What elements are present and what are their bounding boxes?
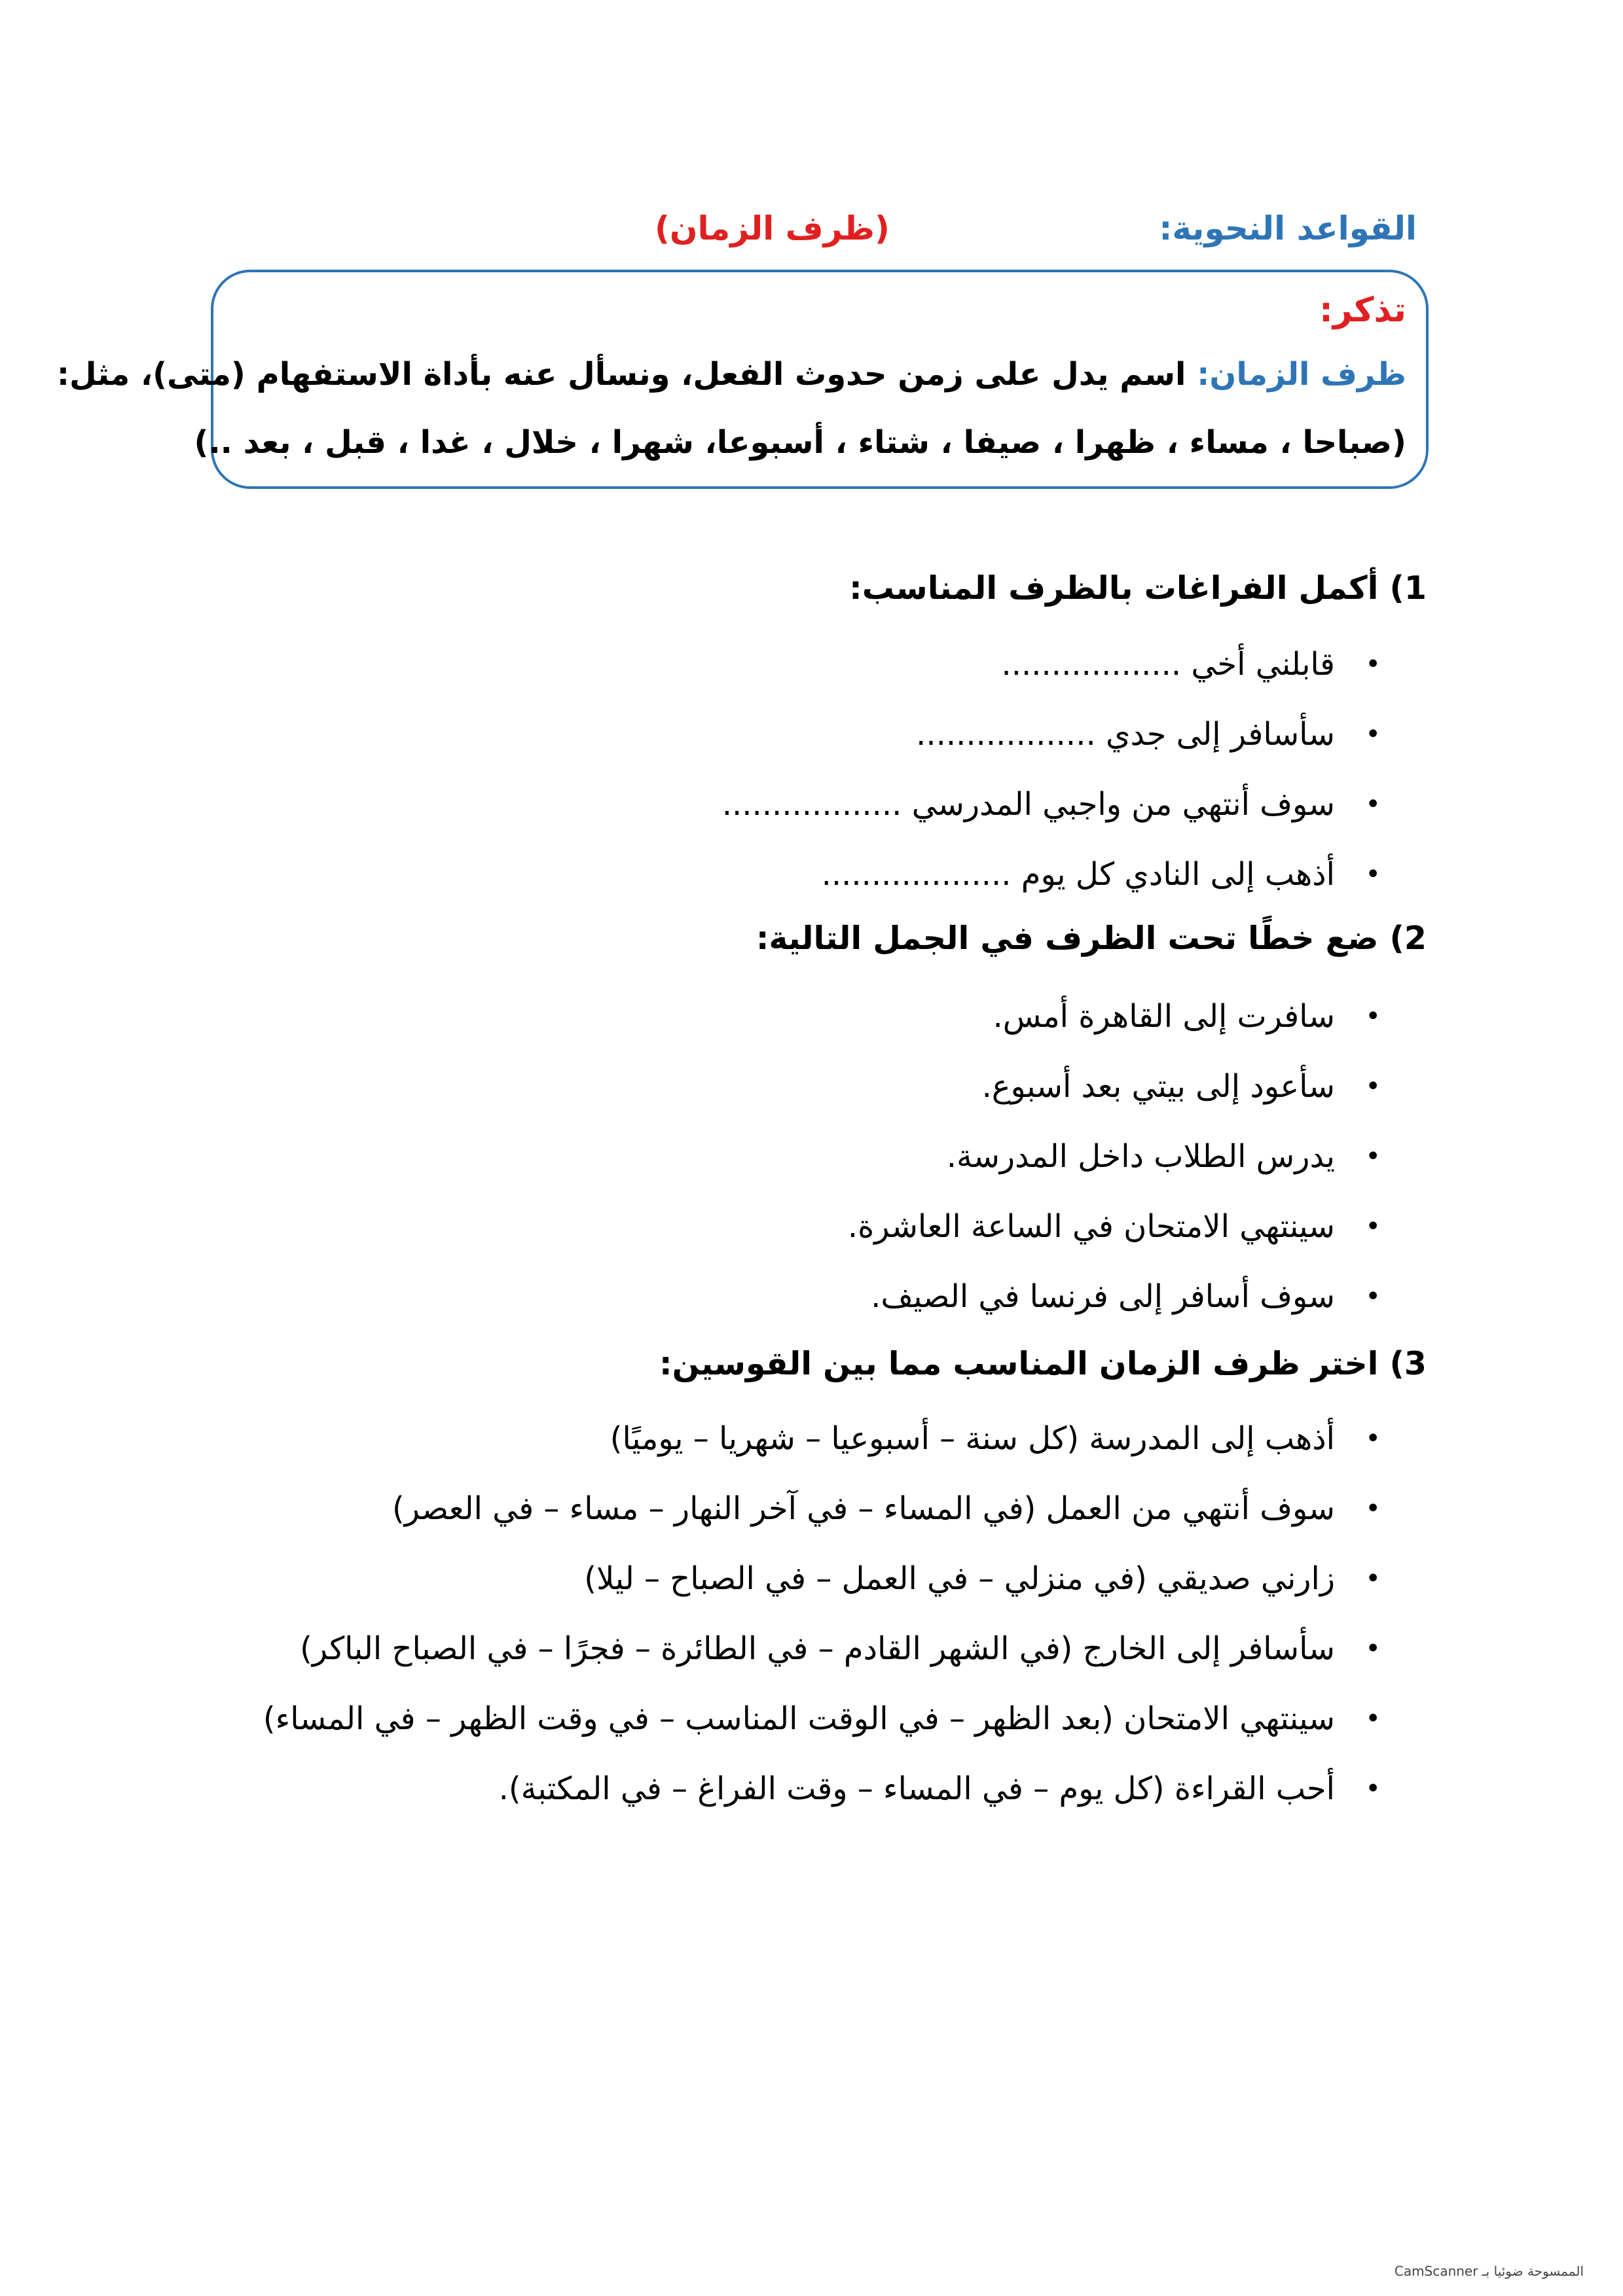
bullet-icon: • <box>1365 1424 1381 1454</box>
remember-box <box>56 270 1429 489</box>
topic-title: (ظرف الزمان) <box>655 209 890 247</box>
list-item: • سوف أنتهي من واجبي المدرسي .................. <box>721 786 1381 823</box>
bullet-icon: • <box>1365 1634 1381 1664</box>
list-item: • سينتهي الامتحان في الساعة العاشرة. <box>847 1208 1381 1245</box>
bullet-icon: • <box>1365 859 1381 889</box>
bullet-icon: • <box>1365 1774 1381 1804</box>
list-item: • سينتهي الامتحان (بعد الظهر – في الوقت المناسب – في وقت الظهر – في المساء) <box>263 1700 1381 1737</box>
bullet-icon: • <box>1365 1282 1381 1312</box>
bullet-icon: • <box>1365 1494 1381 1524</box>
bullet-icon: • <box>1365 1211 1381 1242</box>
bullet-icon: • <box>1365 1704 1381 1734</box>
bullet-icon: • <box>1365 789 1381 819</box>
list-item: • أذهب إلى المدرسة (كل سنة – أسبوعيا – شهريا – يوميًا) <box>610 1420 1381 1457</box>
bullet-icon: • <box>1365 1141 1381 1172</box>
scanner-watermark: الممسوحة ضوئيا بـ CamScanner <box>1394 2263 1584 2279</box>
remember-title: تذكر: <box>1319 291 1406 330</box>
list-item: • أحب القراءة (كل يوم – في المساء – وقت الفراغ – في المكتبة). <box>498 1770 1381 1807</box>
bullet-icon: • <box>1365 1564 1381 1594</box>
list-item: • سأسافر إلى جدي .................. <box>916 716 1381 753</box>
list-item: • يدرس الطلاب داخل المدرسة. <box>946 1138 1381 1175</box>
definition-text: اسم يدل على زمن حدوث الفعل، ونسأل عنه بأداة الاستفهام (متى)، مثل: <box>56 356 1197 393</box>
question-1-heading: 1) أكمل الفراغات بالظرف المناسب: <box>849 569 1427 607</box>
list-item: • سأعود إلى بيتي بعد أسبوع. <box>981 1068 1381 1105</box>
definition-term: ظرف الزمان: <box>1197 356 1406 393</box>
question-3-heading: 3) اختر ظرف الزمان المناسب مما بين القوسين: <box>659 1345 1427 1382</box>
list-item: • أذهب إلى النادي كل يوم ................... <box>821 856 1381 893</box>
question-1-list <box>721 645 1381 925</box>
bullet-icon: • <box>1365 719 1381 749</box>
question-3-list <box>263 1419 1381 1839</box>
list-item: • سوف أنتهي من العمل (في المساء – في آخر النهار – مساء – في العصر) <box>392 1490 1381 1527</box>
list-item: • سأسافر إلى الخارج (في الشهر القادم – في الطائرة – فجرًا – في الصباح الباكر) <box>300 1630 1381 1667</box>
list-item: • سوف أسافر إلى فرنسا في الصيف. <box>871 1278 1381 1315</box>
list-item: • قابلني أخي .................. <box>1001 646 1381 683</box>
question-2-heading: 2) ضع خطًا تحت الظرف في الجمل التالية: <box>756 920 1427 957</box>
bullet-icon: • <box>1365 1001 1381 1031</box>
section-title: القواعد النحوية: <box>1159 209 1417 247</box>
examples-line: (صباحا ، مساء ، ظهرا ، صيفا ، شتاء ، أسبوعا، شهرا ، خلال ، غدا ، قبل ، بعد ..) <box>194 424 1406 461</box>
question-2-list <box>847 997 1381 1347</box>
list-item: • زارني صديقي (في منزلي – في العمل – في الصباح – ليلا) <box>584 1560 1381 1597</box>
list-item: • سافرت إلى القاهرة أمس. <box>993 998 1381 1035</box>
bullet-icon: • <box>1365 649 1381 679</box>
bullet-icon: • <box>1365 1071 1381 1102</box>
definition-line <box>57 356 1406 393</box>
page-header <box>655 209 1417 268</box>
